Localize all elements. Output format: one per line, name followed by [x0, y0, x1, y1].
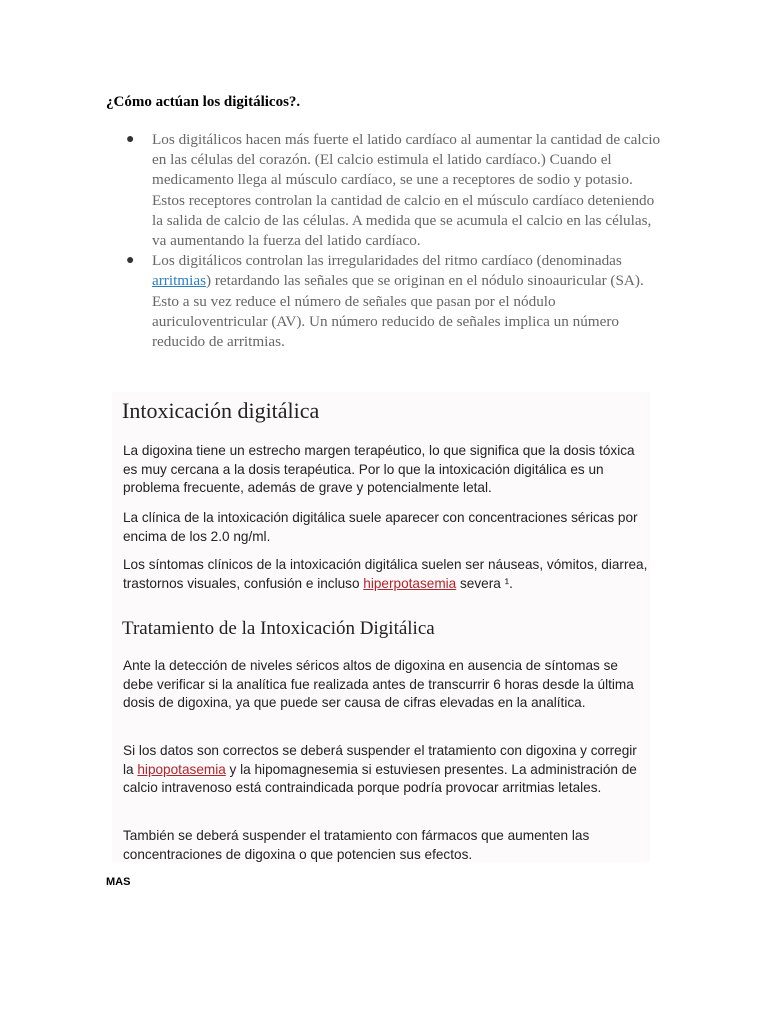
tratamiento-title: Tratamiento de la Intoxicación Digitálica [122, 618, 435, 639]
list-item [124, 130, 664, 251]
bullet-text: Los digitálicos hacen más fuerte el latido cardíaco al aumentar la cantidad de calcio en las células del corazón. (El calcio estimula el latido cardíaco.) Cuando el medicamento llega al músculo cardíaco, se une a receptores de sodio y potasio. Estos receptores controlan la cantidad de calcio en el músculo cardíaco deteniendo la salida de calcio de las células. A medida que se acumula el calcio en las células, va aumentando la fuerza del latido cardíaco. [152, 131, 661, 250]
bullet-dot-icon: ● [126, 132, 135, 147]
question-heading: ¿Cómo actúan los digitálicos?. [106, 94, 301, 110]
paragraph-text: Si los datos son correctos se deberá suspender el tratamiento con digoxina y corregir la [123, 743, 637, 777]
bullet-text-after-link: ) retardando las señales que se originan en el nódulo sinoauricular (SA). Esto a su vez reduce el número de señales que pasan por el nódulo auriculoventricular (AV). Un número reducido de señales implica un número reducido de arritmias. [152, 272, 644, 351]
tratamiento-paragraph: También se deberá suspender el tratamiento con fármacos que aumenten las concentraciones de digoxina o que potencien sus efectos. [123, 828, 590, 862]
bullet-text-before-link: Los digitálicos controlan las irregularidades del ritmo cardíaco (denominadas [152, 252, 622, 270]
tratamiento-paragraph: Ante la detección de niveles séricos altos de digoxina en ausencia de síntomas se debe verificar si la analítica fue realizada antes de transcurrir 6 horas desde la última dosis de digoxina, ya que puede ser causa de cifras elevadas en la analítica. [123, 658, 634, 711]
hiperpotasemia-link[interactable]: hiperpotasemia [363, 575, 457, 591]
article-excerpt-panel [112, 392, 650, 862]
bullet-dot-icon: ● [126, 253, 135, 269]
intoxicacion-paragraph: La digoxina tiene un estrecho margen terapéutico, lo que significa que la dosis tóxica es muy cercana a la dosis terapéutica. Por lo que la intoxicación digitálica es un problema frecuente, además de grave y potencialmente letal. [123, 443, 635, 496]
intoxicacion-paragraph: La clínica de la intoxicación digitálica suele aparecer con concentraciones séricas por encima de los 2.0 ng/ml. [123, 510, 638, 544]
hipopotasemia-link[interactable]: hipopotasemia [137, 761, 226, 777]
paragraph-text: severa ¹. [456, 575, 513, 591]
intoxicacion-title: Intoxicación digitálica [122, 398, 320, 423]
tratamiento-paragraph [123, 742, 648, 798]
arritmias-link[interactable]: arritmias [152, 272, 206, 290]
bullet-list [124, 130, 664, 352]
footer-label: MAS [106, 876, 131, 888]
paragraph-text: Los síntomas clínicos de la intoxicación digitálica suelen ser náuseas, vómitos, diarrea, trastornos visuales, confusión e incluso [123, 557, 648, 591]
list-item [124, 251, 664, 352]
paragraph-text: y la hipomagnesemia si estuviesen presentes. La administración de calcio intravenoso está contraindicada porque podría provocar arritmias letales. [123, 761, 637, 796]
intoxicacion-paragraph [123, 556, 648, 593]
